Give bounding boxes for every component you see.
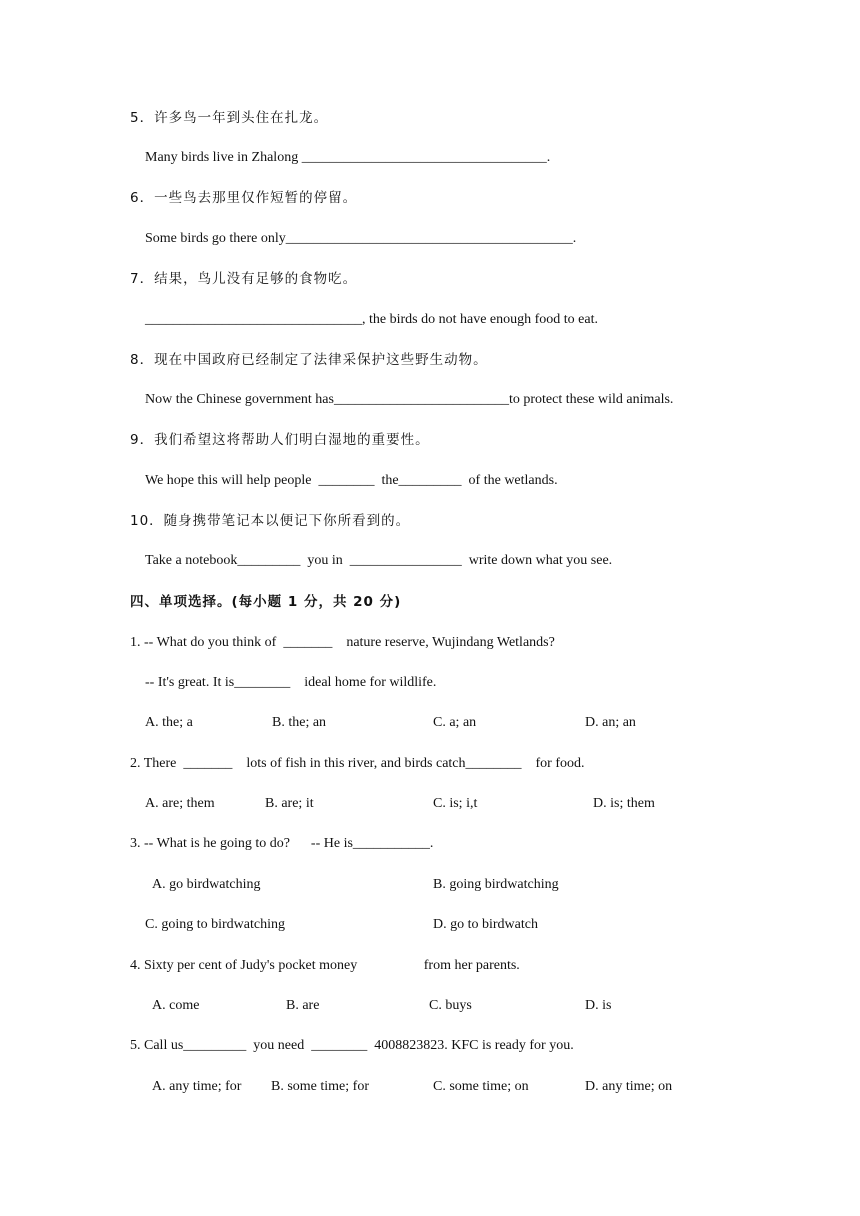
mcq-4-option-c: C. buys xyxy=(429,998,472,1013)
mcq-4-option-d: D. is xyxy=(585,998,612,1013)
mcq-3-option-c: C. going to birdwatching xyxy=(145,917,285,932)
mcq-3-option-a: A. go birdwatching xyxy=(152,877,261,892)
mcq-1-option-a: A. the; a xyxy=(145,715,193,730)
mcq-4-option-b: B. are xyxy=(286,998,320,1013)
mcq-5-option-b: B. some time; for xyxy=(271,1079,369,1094)
mcq-4-option-a: A. come xyxy=(152,998,200,1013)
translation-item-7-english: _______________________________, the birds do not have enough food to eat. xyxy=(145,312,599,327)
mcq-5-option-d: D. any time; on xyxy=(585,1079,673,1094)
translation-item-5-chinese: 5．许多鸟一年到头住在扎龙。 xyxy=(130,110,329,126)
mcq-4-stem: 4. Sixty per cent of Judy's pocket money from her parents. xyxy=(130,958,520,973)
mcq-3-option-b: B. going birdwatching xyxy=(433,877,559,892)
translation-item-10-english: Take a notebook_________ you in ________________ write down what you see. xyxy=(145,553,613,568)
mcq-5-stem: 5. Call us_________ you need ________ 4008823823. KFC is ready for you. xyxy=(130,1038,574,1053)
translation-item-6-chinese: 6．一些鸟去那里仅作短暂的停留。 xyxy=(130,190,358,206)
section-four-heading: 四、单项选择。(每小题 1 分，共 20 分) xyxy=(130,594,402,610)
translation-item-7-chinese: 7．结果，鸟儿没有足够的食物吃。 xyxy=(130,271,358,287)
mcq-1-reply: -- It's great. It is________ ideal home for wildlife. xyxy=(145,675,437,690)
translation-item-8-chinese: 8．现在中国政府已经制定了法律采保护这些野生动物。 xyxy=(130,352,488,368)
mcq-1-option-b: B. the; an xyxy=(272,715,327,730)
mcq-1-option-d: D. an; an xyxy=(585,715,636,730)
mcq-2-option-c: C. is; i,t xyxy=(433,796,478,811)
translation-item-9-english: We hope this will help people ________ the_________ of the wetlands. xyxy=(145,473,558,488)
mcq-5-option-a: A. any time; for xyxy=(152,1079,242,1094)
mcq-2-option-d: D. is; them xyxy=(593,796,655,811)
mcq-3-stem: 3. -- What is he going to do? -- He is___________. xyxy=(130,836,434,851)
mcq-5-option-c: C. some time; on xyxy=(433,1079,529,1094)
mcq-3-option-d: D. go to birdwatch xyxy=(433,917,538,932)
mcq-2-stem: 2. There _______ lots of fish in this river, and birds catch________ for food. xyxy=(130,756,585,771)
mcq-1-stem: 1. -- What do you think of _______ nature reserve, Wujindang Wetlands? xyxy=(130,635,555,650)
translation-item-6-english: Some birds go there only_________________________________________. xyxy=(145,231,577,246)
mcq-2-option-b: B. are; it xyxy=(265,796,314,811)
translation-item-8-english: Now the Chinese government has_________________________to protect these wild animals. xyxy=(145,392,674,407)
translation-item-5-english: Many birds live in Zhalong ___________________________________. xyxy=(145,150,551,165)
mcq-2-option-a: A. are; them xyxy=(145,796,215,811)
translation-item-9-chinese: 9．我们希望这将帮助人们明白湿地的重要性。 xyxy=(130,432,430,448)
mcq-1-option-c: C. a; an xyxy=(433,715,477,730)
translation-item-10-chinese: 10．随身携带笔记本以便记下你所看到的。 xyxy=(130,513,411,529)
